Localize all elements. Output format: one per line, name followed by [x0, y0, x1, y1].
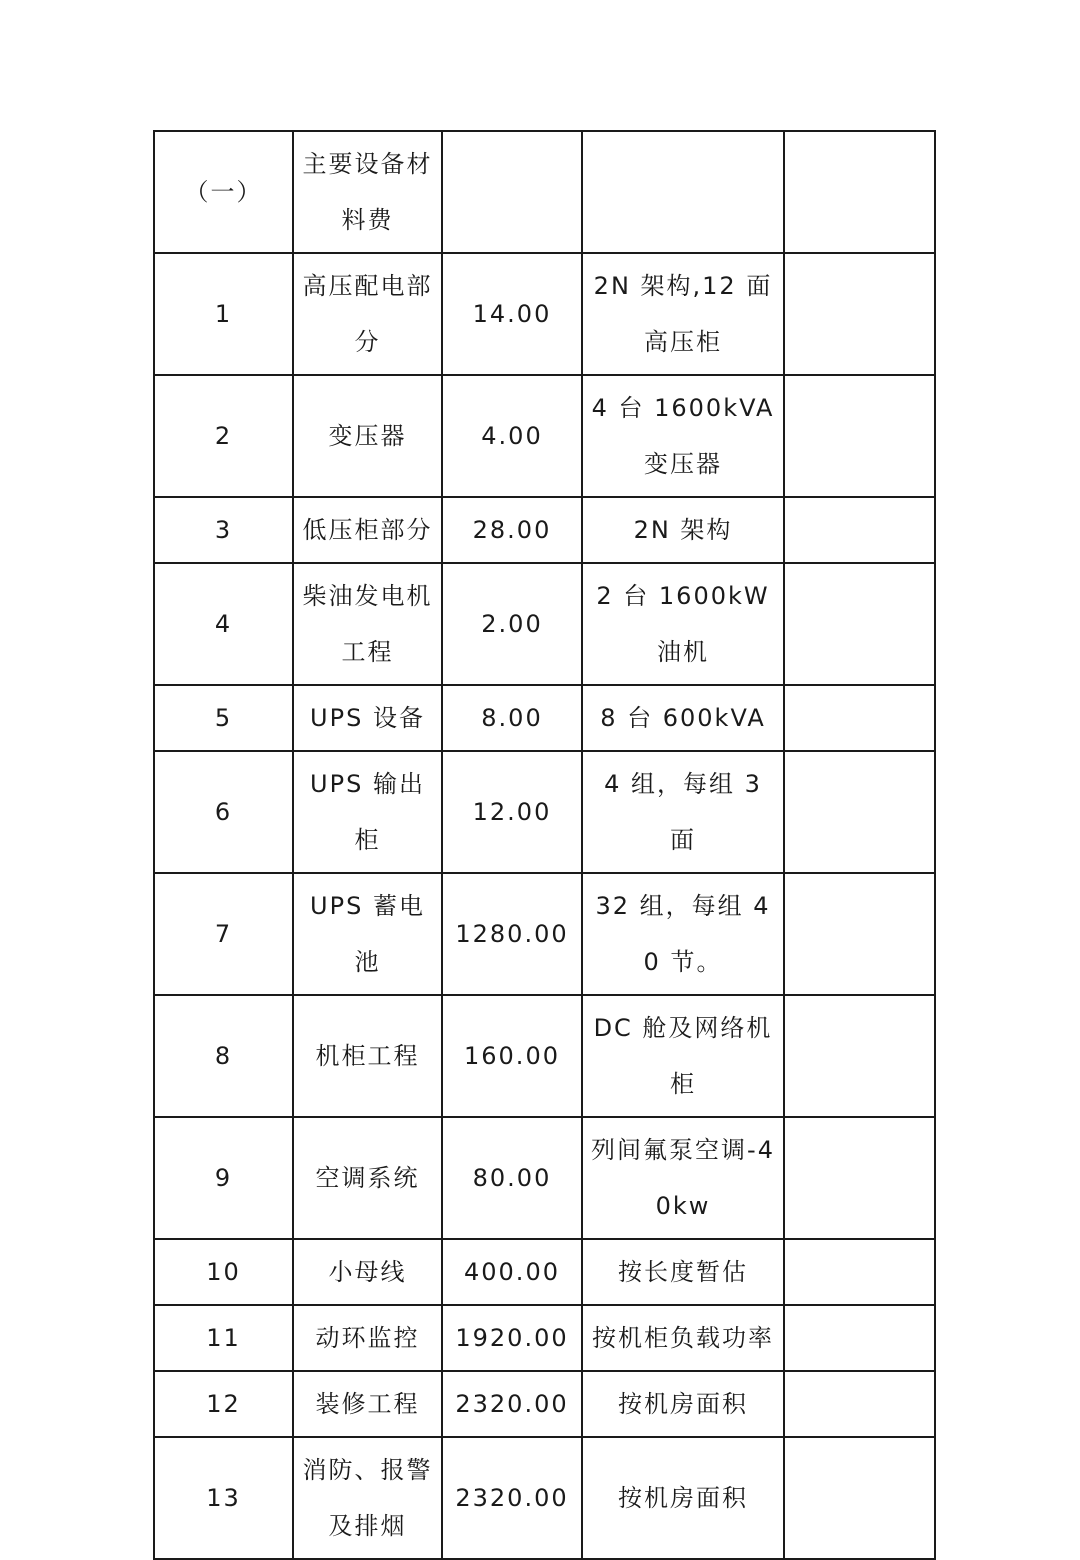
empty-cell [784, 995, 935, 1117]
item-name-cell: 机柜工程 [293, 995, 442, 1117]
amount-cell: 14.00 [442, 253, 582, 375]
empty-cell [784, 375, 935, 497]
table-row [154, 1305, 935, 1371]
remark-cell: 4 台 1600kVA 变压器 [582, 375, 784, 497]
remark-cell: 8 台 600kVA [582, 685, 784, 751]
table-row [154, 1117, 935, 1239]
item-name-cell: 主要设备材料费 [293, 131, 442, 253]
empty-cell [784, 563, 935, 685]
item-name-cell: 消防、报警及排烟 [293, 1437, 442, 1559]
remark-cell: 按机房面积 [582, 1437, 784, 1559]
amount-cell: 160.00 [442, 995, 582, 1117]
amount-cell: 80.00 [442, 1117, 582, 1239]
remark-cell: 2N 架构 [582, 497, 784, 563]
remark-cell: 按长度暂估 [582, 1239, 784, 1305]
empty-cell [784, 1117, 935, 1239]
amount-cell: 2320.00 [442, 1437, 582, 1559]
empty-cell [784, 1371, 935, 1437]
remark-cell: 2 台 1600kW 油机 [582, 563, 784, 685]
table-row [154, 751, 935, 873]
row-number-cell: 2 [154, 375, 293, 497]
empty-cell [784, 1239, 935, 1305]
row-number-cell: （一） [154, 131, 293, 253]
equipment-cost-table [153, 130, 936, 1560]
item-name-cell: 空调系统 [293, 1117, 442, 1239]
amount-cell: 400.00 [442, 1239, 582, 1305]
remark-cell: 2N 架构,12 面高压柜 [582, 253, 784, 375]
amount-cell: 12.00 [442, 751, 582, 873]
table-row [154, 253, 935, 375]
item-name-cell: UPS 设备 [293, 685, 442, 751]
item-name-cell: 变压器 [293, 375, 442, 497]
empty-cell [784, 873, 935, 995]
table-row [154, 995, 935, 1117]
table-row [154, 375, 935, 497]
row-number-cell: 4 [154, 563, 293, 685]
amount-cell: 2320.00 [442, 1371, 582, 1437]
table-row [154, 873, 935, 995]
empty-cell [784, 1305, 935, 1371]
item-name-cell: 柴油发电机工程 [293, 563, 442, 685]
empty-cell [784, 1437, 935, 1559]
row-number-cell: 5 [154, 685, 293, 751]
empty-cell [784, 497, 935, 563]
table-body [154, 131, 935, 1559]
item-name-cell: 小母线 [293, 1239, 442, 1305]
item-name-cell: 装修工程 [293, 1371, 442, 1437]
row-number-cell: 1 [154, 253, 293, 375]
table-row [154, 1371, 935, 1437]
amount-cell [442, 131, 582, 253]
table-row [154, 1239, 935, 1305]
amount-cell: 1280.00 [442, 873, 582, 995]
remark-cell [582, 131, 784, 253]
row-number-cell: 9 [154, 1117, 293, 1239]
table-row [154, 685, 935, 751]
empty-cell [784, 131, 935, 253]
remark-cell: 列间氟泵空调-40kw [582, 1117, 784, 1239]
row-number-cell: 3 [154, 497, 293, 563]
empty-cell [784, 751, 935, 873]
item-name-cell: 动环监控 [293, 1305, 442, 1371]
remark-cell: DC 舱及网络机柜 [582, 995, 784, 1117]
table-row [154, 131, 935, 253]
amount-cell: 1920.00 [442, 1305, 582, 1371]
remark-cell: 4 组，每组 3 面 [582, 751, 784, 873]
item-name-cell: 高压配电部分 [293, 253, 442, 375]
remark-cell: 按机房面积 [582, 1371, 784, 1437]
table-row [154, 1437, 935, 1559]
table-row [154, 497, 935, 563]
row-number-cell: 13 [154, 1437, 293, 1559]
amount-cell: 4.00 [442, 375, 582, 497]
amount-cell: 8.00 [442, 685, 582, 751]
item-name-cell: UPS 蓄电池 [293, 873, 442, 995]
row-number-cell: 6 [154, 751, 293, 873]
amount-cell: 2.00 [442, 563, 582, 685]
row-number-cell: 10 [154, 1239, 293, 1305]
item-name-cell: UPS 输出柜 [293, 751, 442, 873]
item-name-cell: 低压柜部分 [293, 497, 442, 563]
row-number-cell: 7 [154, 873, 293, 995]
empty-cell [784, 685, 935, 751]
table-row [154, 563, 935, 685]
remark-cell: 按机柜负载功率 [582, 1305, 784, 1371]
remark-cell: 32 组，每组 40 节。 [582, 873, 784, 995]
amount-cell: 28.00 [442, 497, 582, 563]
row-number-cell: 8 [154, 995, 293, 1117]
empty-cell [784, 253, 935, 375]
row-number-cell: 12 [154, 1371, 293, 1437]
row-number-cell: 11 [154, 1305, 293, 1371]
